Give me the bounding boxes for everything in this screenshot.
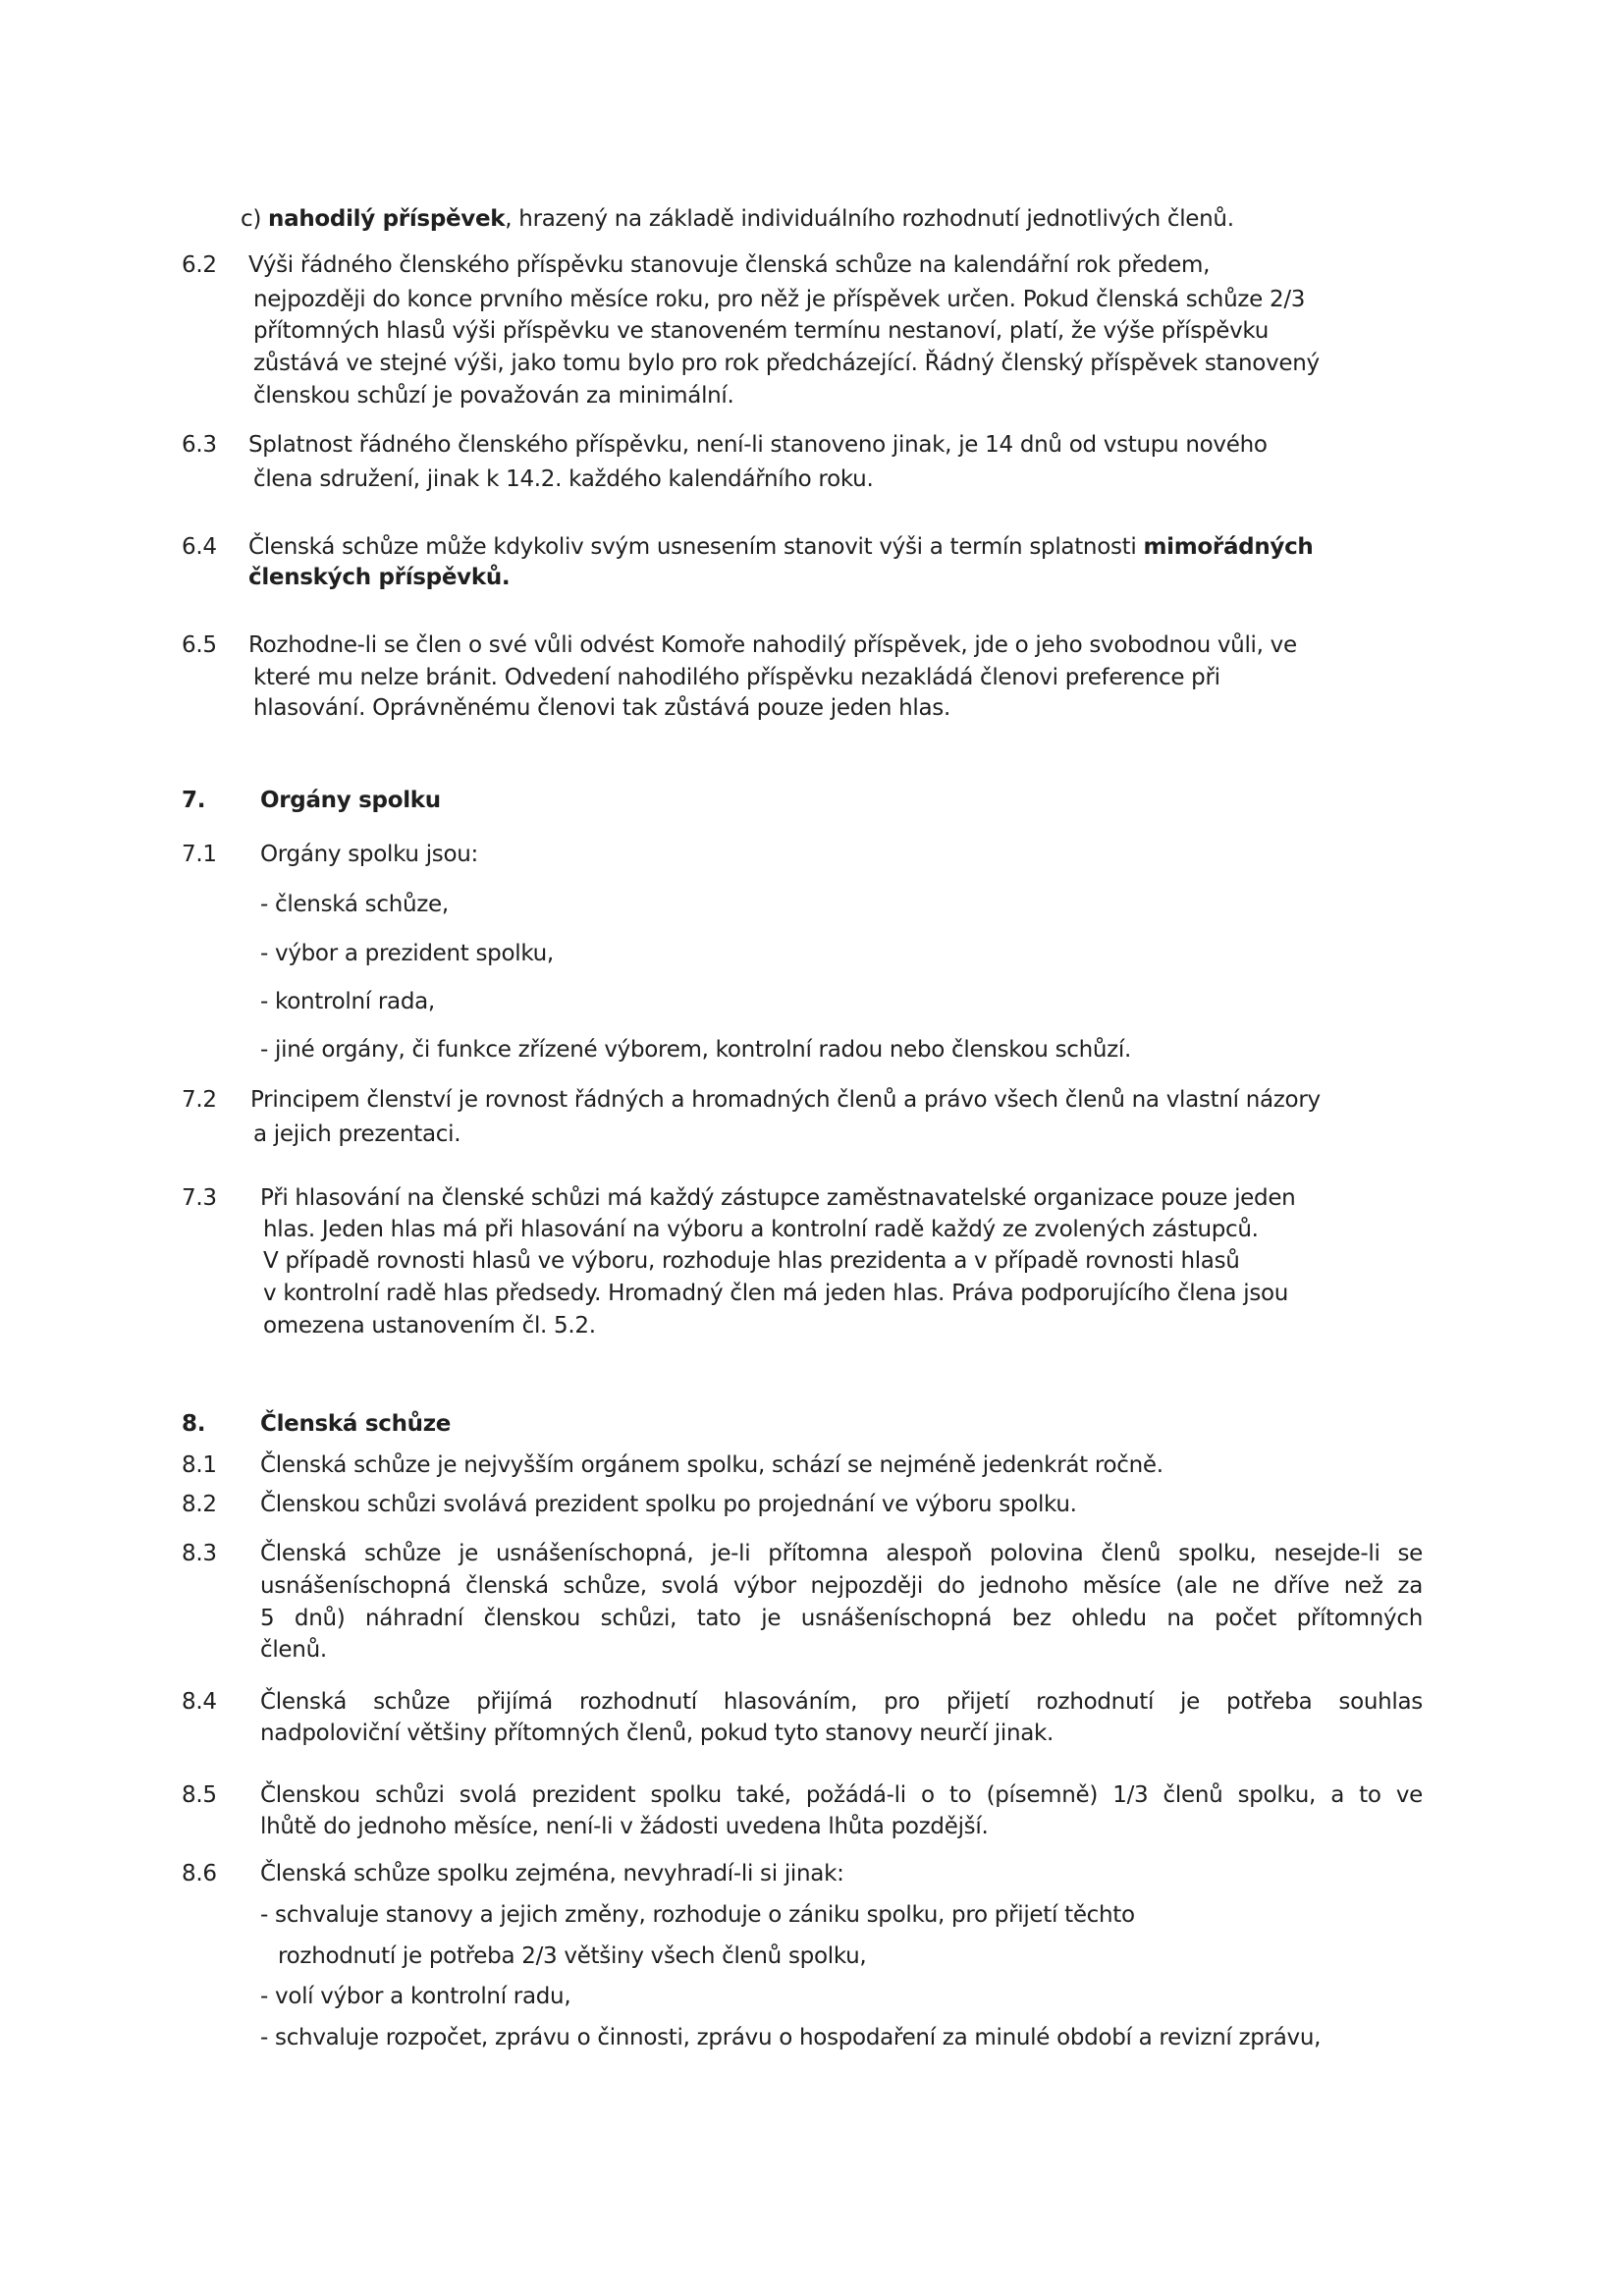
clause-6-2-line: Výši řádného členského příspěvku stanovuje členská schůze na kalendářní rok předem, xyxy=(248,252,1211,278)
clause-7-3-line: Při hlasování na členské schůzi má každý zástupce zaměstnavatelské organizace pouze jeden xyxy=(260,1185,1296,1211)
clause-7-1-bullet: - členská schůze, xyxy=(260,892,449,917)
clause-7-3-line: hlas. Jeden hlas má při hlasování na výboru a kontrolní radě každý ze zvolených zástupců. xyxy=(263,1217,1259,1242)
clause-8-1-line: Členská schůze je nejvyšším orgánem spolku, schází se nejméně jedenkrát ročně. xyxy=(260,1452,1163,1478)
clause-number-6-5: 6.5 xyxy=(182,632,217,658)
section-number-8: 8. xyxy=(182,1411,206,1437)
clause-7-3-line: v kontrolní radě hlas předsedy. Hromadný člen má jeden hlas. Práva podporujícího člena jsou xyxy=(263,1281,1289,1306)
clause-8-4-line: nadpoloviční většiny přítomných členů, pokud tyto stanovy neurčí jinak. xyxy=(260,1721,1055,1746)
clause-number-7-1: 7.1 xyxy=(182,842,217,867)
clause-6-2-line: členskou schůzí je považován za minimální. xyxy=(253,383,734,409)
clause-6-4-text: Členská schůze může kdykoliv svým usnesením stanovit výši a termín splatnosti xyxy=(248,534,1144,560)
clause-8-6-line: Členská schůze spolku zejména, nevyhradí-li si jinak: xyxy=(260,1861,844,1886)
clause-7-1-bullet: - výbor a prezident spolku, xyxy=(260,941,554,966)
clause-6-2-line: nejpozději do konce prvního měsíce roku, pro něž je příspěvek určen. Pokud členská schůze 2/3 xyxy=(253,287,1306,312)
clause-7-1-bullet: - jiné orgány, či funkce zřízené výborem, kontrolní radou nebo členskou schůzí. xyxy=(260,1037,1132,1063)
section-number-7: 7. xyxy=(182,788,206,813)
clause-8-2-line: Členskou schůzi svolává prezident spolku po projednání ve výboru spolku. xyxy=(260,1492,1077,1517)
clause-8-3-line: Členská schůze je usnášeníschopná, je-li přítomna alespoň polovina členů spolku, nesejde-li se xyxy=(260,1541,1423,1566)
clause-6-5-line: Rozhodne-li se člen o své vůli odvést Komoře nahodilý příspěvek, jde o jeho svobodnou vůli, ve xyxy=(248,632,1297,658)
clause-6-3-line: člena sdružení, jinak k 14.2. každého kalendářního roku. xyxy=(253,466,874,492)
clause-8-3-line: členů. xyxy=(260,1637,327,1663)
clause-number-6-3: 6.3 xyxy=(182,432,217,458)
clause-8-4-line: Členská schůze přijímá rozhodnutí hlasováním, pro přijetí rozhodnutí je potřeba souhlas xyxy=(260,1689,1423,1715)
item-text: , hrazený na základě individuálního rozhodnutí jednotlivých členů. xyxy=(505,206,1234,232)
clause-6-4-bold-line: členských příspěvků. xyxy=(248,565,511,590)
clause-6-4-bold: mimořádných xyxy=(1143,534,1314,560)
clause-number-8-4: 8.4 xyxy=(182,1689,217,1715)
clause-6-2-line: přítomných hlasů výši příspěvku ve stanoveném termínu nestanoví, platí, že výše příspěvku xyxy=(253,318,1269,344)
clause-6-2-line: zůstává ve stejné výši, jako tomu bylo pro rok předcházející. Řádný členský příspěvek stanovený xyxy=(253,351,1320,376)
clause-number-8-1: 8.1 xyxy=(182,1452,217,1478)
clause-7-2-line: a jejich prezentaci. xyxy=(253,1121,461,1147)
clause-7-1-bullet: - kontrolní rada, xyxy=(260,989,435,1014)
clause-number-6-2: 6.2 xyxy=(182,252,217,278)
clause-6-3-line: Splatnost řádného členského příspěvku, není-li stanoveno jinak, je 14 dnů od vstupu nového xyxy=(248,432,1268,458)
contribution-item-c xyxy=(241,204,1234,234)
clause-6-4-line xyxy=(248,532,1314,562)
clause-8-3-line: 5 dnů) náhradní členskou schůzi, tato je usnášeníschopná bez ohledu na počet přítomných xyxy=(260,1606,1423,1631)
clause-number-6-4: 6.4 xyxy=(182,534,217,560)
clause-number-8-5: 8.5 xyxy=(182,1782,217,1808)
clause-number-7-2: 7.2 xyxy=(182,1087,217,1113)
clause-8-5-line: lhůtě do jednoho měsíce, není-li v žádosti uvedena lhůta pozdější. xyxy=(260,1814,989,1839)
clause-number-7-3: 7.3 xyxy=(182,1185,217,1211)
clause-8-6-bullet: - volí výbor a kontrolní radu, xyxy=(260,1984,571,2009)
clause-8-6-bullet-continuation: rozhodnutí je potřeba 2/3 většiny všech členů spolku, xyxy=(278,1943,867,1969)
clause-number-8-2: 8.2 xyxy=(182,1492,217,1517)
clause-8-5-line: Členskou schůzi svolá prezident spolku také, požádá-li o to (písemně) 1/3 členů spolku, a to ve xyxy=(260,1782,1423,1808)
section-title-7: Orgány spolku xyxy=(260,788,441,813)
clause-number-8-6: 8.6 xyxy=(182,1861,217,1886)
clause-8-3-line: usnášeníschopná členská schůze, svolá výbor nejpozději do jednoho měsíce (ale ne dříve než za xyxy=(260,1573,1423,1599)
item-prefix: c) xyxy=(241,206,269,232)
item-bold-term: nahodilý příspěvek xyxy=(268,206,506,232)
clause-8-6-bullet: - schvaluje stanovy a jejich změny, rozhoduje o zániku spolku, pro přijetí těchto xyxy=(260,1902,1135,1928)
section-title-8: Členská schůze xyxy=(260,1411,452,1437)
clause-number-8-3: 8.3 xyxy=(182,1541,217,1566)
clause-8-6-bullet: - schvaluje rozpočet, zprávu o činnosti, zprávu o hospodaření za minulé období a revizní zprávu, xyxy=(260,2025,1322,2050)
clause-6-5-line: hlasování. Oprávněnému členovi tak zůstává pouze jeden hlas. xyxy=(253,695,950,721)
clause-6-5-line: které mu nelze bránit. Odvedení nahodilého příspěvku nezakládá členovi preference při xyxy=(253,665,1220,690)
clause-7-3-line: omezena ustanovením čl. 5.2. xyxy=(263,1313,596,1339)
clause-7-1-line: Orgány spolku jsou: xyxy=(260,842,478,867)
clause-7-2-line: Principem členství je rovnost řádných a hromadných členů a právo všech členů na vlastní názory xyxy=(250,1087,1321,1113)
clause-7-3-line: V případě rovnosti hlasů ve výboru, rozhoduje hlas prezidenta a v případě rovnosti hlasů xyxy=(263,1248,1240,1274)
